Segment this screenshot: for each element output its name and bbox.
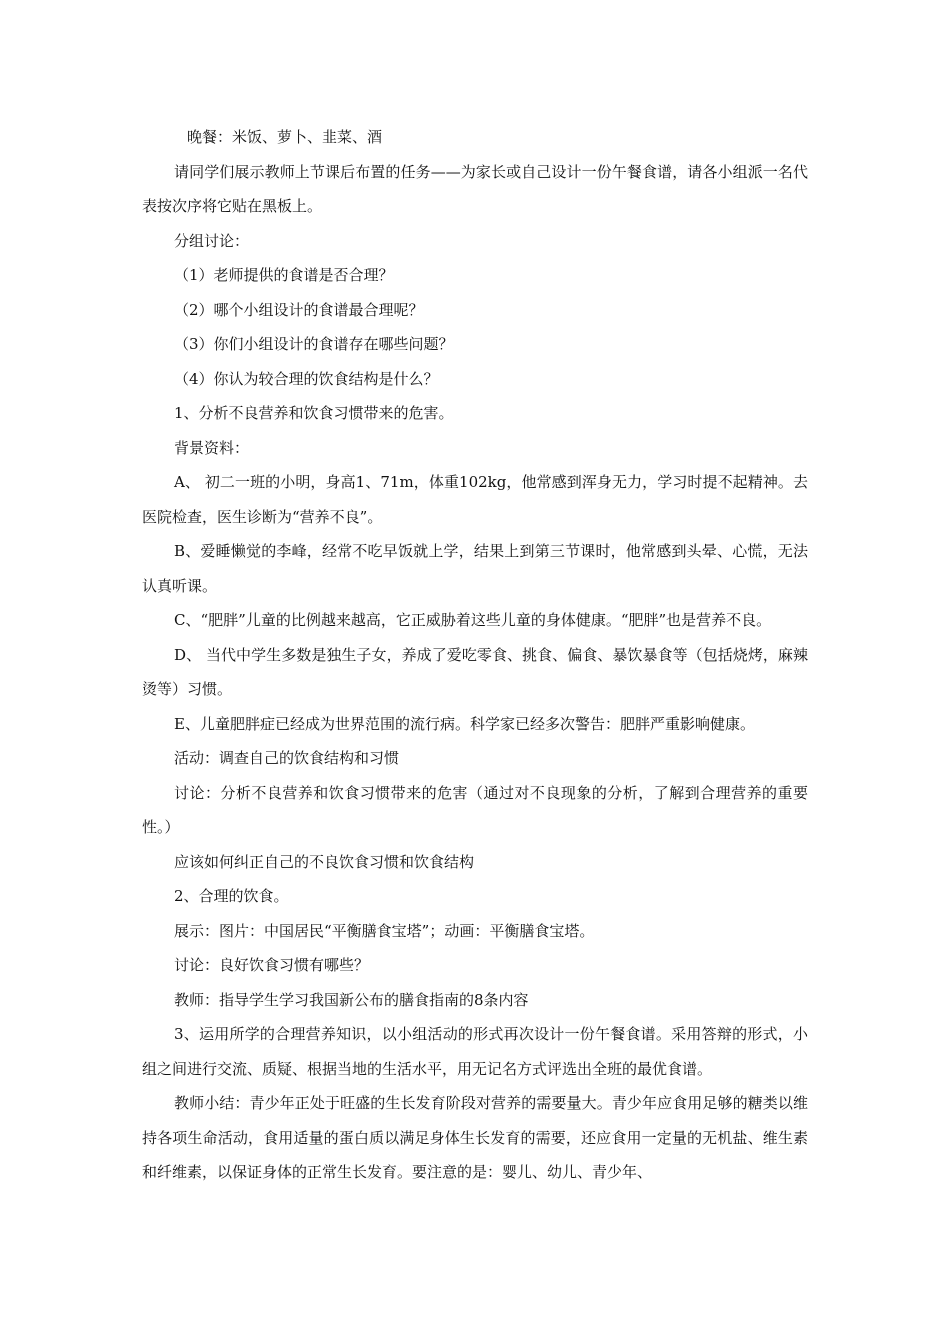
paragraph-case-b: B、爱睡懒觉的李峰，经常不吃早饭就上学，结果上到第三节课时，他常感到头晕、心慌，无法认真听课。 (142, 542, 808, 595)
paragraph-case-d: D、 当代中学生多数是独生子女，养成了爱吃零食、挑食、偏食、暴饮暴食等（包括烧烤，麻辣烫等）习惯。 (142, 645, 808, 698)
paragraph-section-1: 1、分析不良营养和饮食习惯带来的危害。 (174, 404, 454, 422)
paragraph-group-discussion: 分组讨论： (174, 231, 250, 250)
paragraph-question-2: （2）哪个小组设计的食谱最合理呢？ (174, 300, 424, 319)
paragraph-teacher-summary: 教师小结：青少年正处于旺盛的生长发育阶段对营养的需要量大。青少年应食用足够的糖类以维持各项生命活动，食用适量的蛋白质以满足身体生长发育的需要，还应食用一定量的无机盐、维生素和纤维素，以保证身体的正常生长发育。要注意的是：婴儿、幼儿、青少年、 (142, 1094, 808, 1181)
paragraph-dinner: 晚餐：米饭、萝卜、韭菜、酒 (187, 128, 383, 146)
paragraph-background: 背景资料： (174, 438, 250, 457)
paragraph-section-3: 3、运用所学的合理营养知识，以小组活动的形式再次设计一份午餐食谱。采用答辩的形式，小组之间进行交流、质疑、根据当地的生活水平，用无记名方式评选出全班的最优食谱。 (142, 1025, 808, 1078)
paragraph-question-1: （1）老师提供的食谱是否合理？ (174, 266, 394, 284)
paragraph-question-3: （3）你们小组设计的食谱存在哪些问题？ (174, 335, 454, 353)
paragraph-correct-habits: 应该如何纠正自己的不良饮食习惯和饮食结构 (174, 852, 475, 871)
paragraph-activity: 活动：调查自己的饮食结构和习惯 (174, 749, 400, 767)
paragraph-discussion-harm: 讨论：分析不良营养和饮食习惯带来的危害（通过对不良现象的分析，了解到合理营养的重要性。） (142, 783, 808, 836)
document-body (142, 120, 808, 1190)
paragraph-case-a: A、 初二一班的小明，身高1、71m，体重102kg，他常感到浑身无力，学习时提不起精神。去医院检查，医生诊断为“营养不良”。 (142, 473, 808, 526)
paragraph-question-4: （4）你认为较合理的饮食结构是什么？ (174, 369, 439, 388)
paragraph-task: 请同学们展示教师上节课后布置的任务——为家长或自己设计一份午餐食谱，请各小组派一名代表按次序将它贴在黑板上。 (142, 162, 808, 215)
paragraph-case-c: C、“肥胖”儿童的比例越来越高，它正威胁着这些儿童的身体健康。“肥胖”也是营养不良。 (174, 611, 772, 629)
paragraph-teacher-guide: 教师：指导学生学习我国新公布的膳食指南的8条内容 (174, 990, 529, 1009)
paragraph-display: 展示：图片：中国居民“平衡膳食宝塔”；动画：平衡膳食宝塔。 (174, 921, 595, 940)
paragraph-discussion-habits: 讨论：良好饮食习惯有哪些？ (174, 956, 370, 974)
paragraph-section-2: 2、合理的饮食。 (174, 887, 289, 905)
paragraph-case-e: E、儿童肥胖症已经成为世界范围的流行病。科学家已经多次警告：肥胖严重影响健康。 (174, 714, 755, 733)
